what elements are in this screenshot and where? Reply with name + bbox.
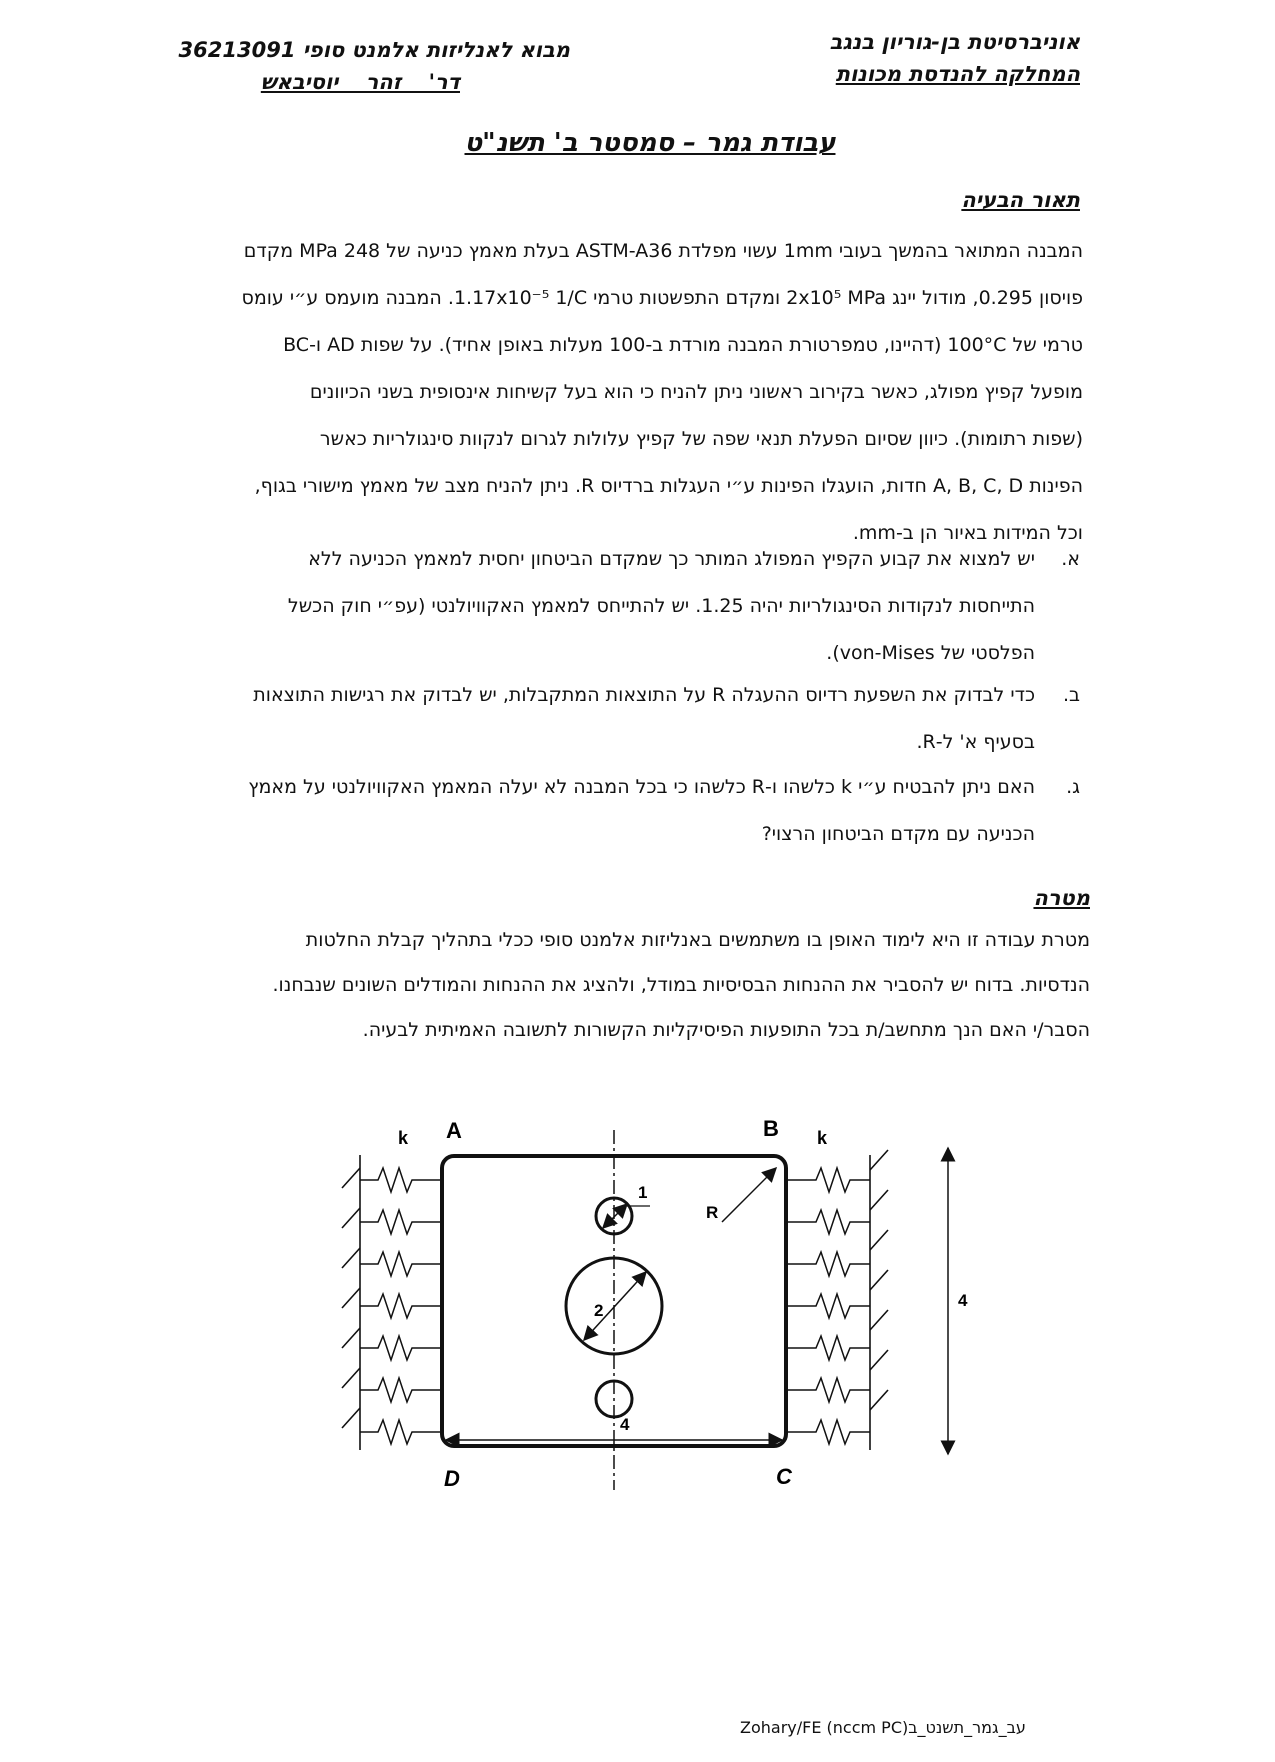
- problem-line: וכל המידות באיור הן ב-mm.: [852, 522, 1083, 544]
- small-hole-dimension: 1: [638, 1183, 648, 1202]
- problem-line: טרמי של 100°C (דהיינו, טמפרטורת המבנה מורדת ב-100 מעלות באופן אחיד). על שפות AD ו-BC: [283, 334, 1083, 356]
- spring-left-label: k: [398, 1128, 409, 1148]
- item-letter-a: א.: [1061, 548, 1080, 570]
- right-springs: [786, 1168, 870, 1444]
- item-line: הכניעה עם מקדם הביטחון הרצוי?: [761, 823, 1035, 845]
- item-letter-c: ג.: [1066, 776, 1080, 798]
- item-line: כדי לבדוק את השפעת רדיוס ההעגלה R על התוצאות המתקבלות, יש לבדוק את רגישות התוצאות: [253, 684, 1035, 706]
- problem-description: [93, 228, 1083, 557]
- structure-figure: [330, 1110, 990, 1530]
- goal-line: הנדסיות. בדוח יש להסביר את ההנחות הבסיסיות במודל, ולהציג את ההנחות והמודלים השונים שנבחנו.: [272, 974, 1090, 996]
- lecturer-name: דר' זהר יוסיבאש: [260, 70, 460, 94]
- corner-b-label: B: [763, 1116, 779, 1141]
- problem-line: (שפות רתומות). כיוון שסיום הפעלת תנאי שפה של קפיץ עלולות לגרום לנקוות סינגולריות כאשר: [319, 428, 1083, 450]
- width-dimension: 4: [620, 1415, 630, 1434]
- item-letter-b: ב.: [1062, 684, 1080, 706]
- left-wall: [342, 1155, 360, 1450]
- corner-d-label: D: [444, 1466, 460, 1491]
- goal-line: מטרת עבודה זו היא לימוד האופן בו משתמשים באנליזות אלמנט סופי ככלי בתהליך קבלת החלטות: [305, 929, 1090, 951]
- corner-c-label: C: [776, 1464, 792, 1489]
- item-a: [155, 536, 1035, 677]
- item-line: התייחסות לנקודות הסינגולריות יהיה 1.25. יש להתייחס למאמץ האקוויולנטי (עפ״י חוק הכשל: [287, 595, 1035, 617]
- department-name: המחלקה להנדסת מכונות: [835, 62, 1080, 86]
- problem-heading: תאור הבעיה: [961, 188, 1080, 212]
- page-title: עבודת גמר – סמסטר ב' תשנ"ט: [464, 128, 836, 158]
- large-hole-dimension: 2: [594, 1301, 604, 1320]
- course-title: מבוא לאנליזות אלמנט סופי 36213091: [178, 38, 570, 62]
- university-name: אוניברסיטת בן-גוריון בנגב: [829, 30, 1080, 54]
- radius-label: R: [706, 1203, 719, 1222]
- goal-description: [80, 918, 1090, 1053]
- right-wall: [870, 1150, 888, 1450]
- item-c: [95, 764, 1035, 858]
- item-line: האם ניתן להבטיח ע״י k כלשהו ו-R כלשהו כי בכל המבנה לא יעלה המאמץ האקוויולנטי על מאמץ: [248, 776, 1035, 798]
- problem-line: מופעל קפיץ מפולג, כאשר בקירוב ראשוני ניתן להניח כי הוא בעל קשיחות אינסופית בשני הכיוונים: [309, 381, 1083, 403]
- problem-line: הפינות A, B, C, D חדות, הועגלו הפינות ע״י העגלות ברדיוס R. ניתן להניח מצב של מאמץ מישורי בגוף,: [254, 475, 1083, 497]
- problem-line: פויסון 0.295, מודול יינג 2x10⁵ MPa ומקדם התפשטות טרמי 1.17x10⁻⁵ 1/C. המבנה מועמס ע״י עומס: [241, 287, 1083, 309]
- goal-line: הסבר/י האם הנך מתחשב/ת בכל התופעות הפיסיקליות הקשורות לתשובה האמיתית לבעיה.: [362, 1019, 1090, 1041]
- item-line: הפלסטי של von-Mises).: [826, 642, 1035, 664]
- corner-a-label: A: [446, 1118, 462, 1143]
- item-b: [65, 672, 1035, 766]
- item-line: יש למצוא את קבוע הקפיץ המפולג המותר כך שמקדם הביטחון יחסית למאמץ הכניעה ללא: [308, 548, 1035, 570]
- item-line: בסעיף א' ל-R.: [916, 731, 1035, 753]
- goal-heading: מטרה: [1033, 886, 1090, 910]
- footer-text: Zohary/FE (nccm PC)עב_גמר_תשנט_ב: [740, 1718, 1026, 1737]
- height-dimension: 4: [958, 1291, 968, 1310]
- spring-right-label: k: [817, 1128, 828, 1148]
- left-springs: [360, 1168, 442, 1444]
- problem-line: המבנה המתואר בהמשך בעובי 1mm עשוי מפלדת ASTM-A36 בעלת מאמץ כניעה של 248 MPa מקדם: [243, 240, 1083, 262]
